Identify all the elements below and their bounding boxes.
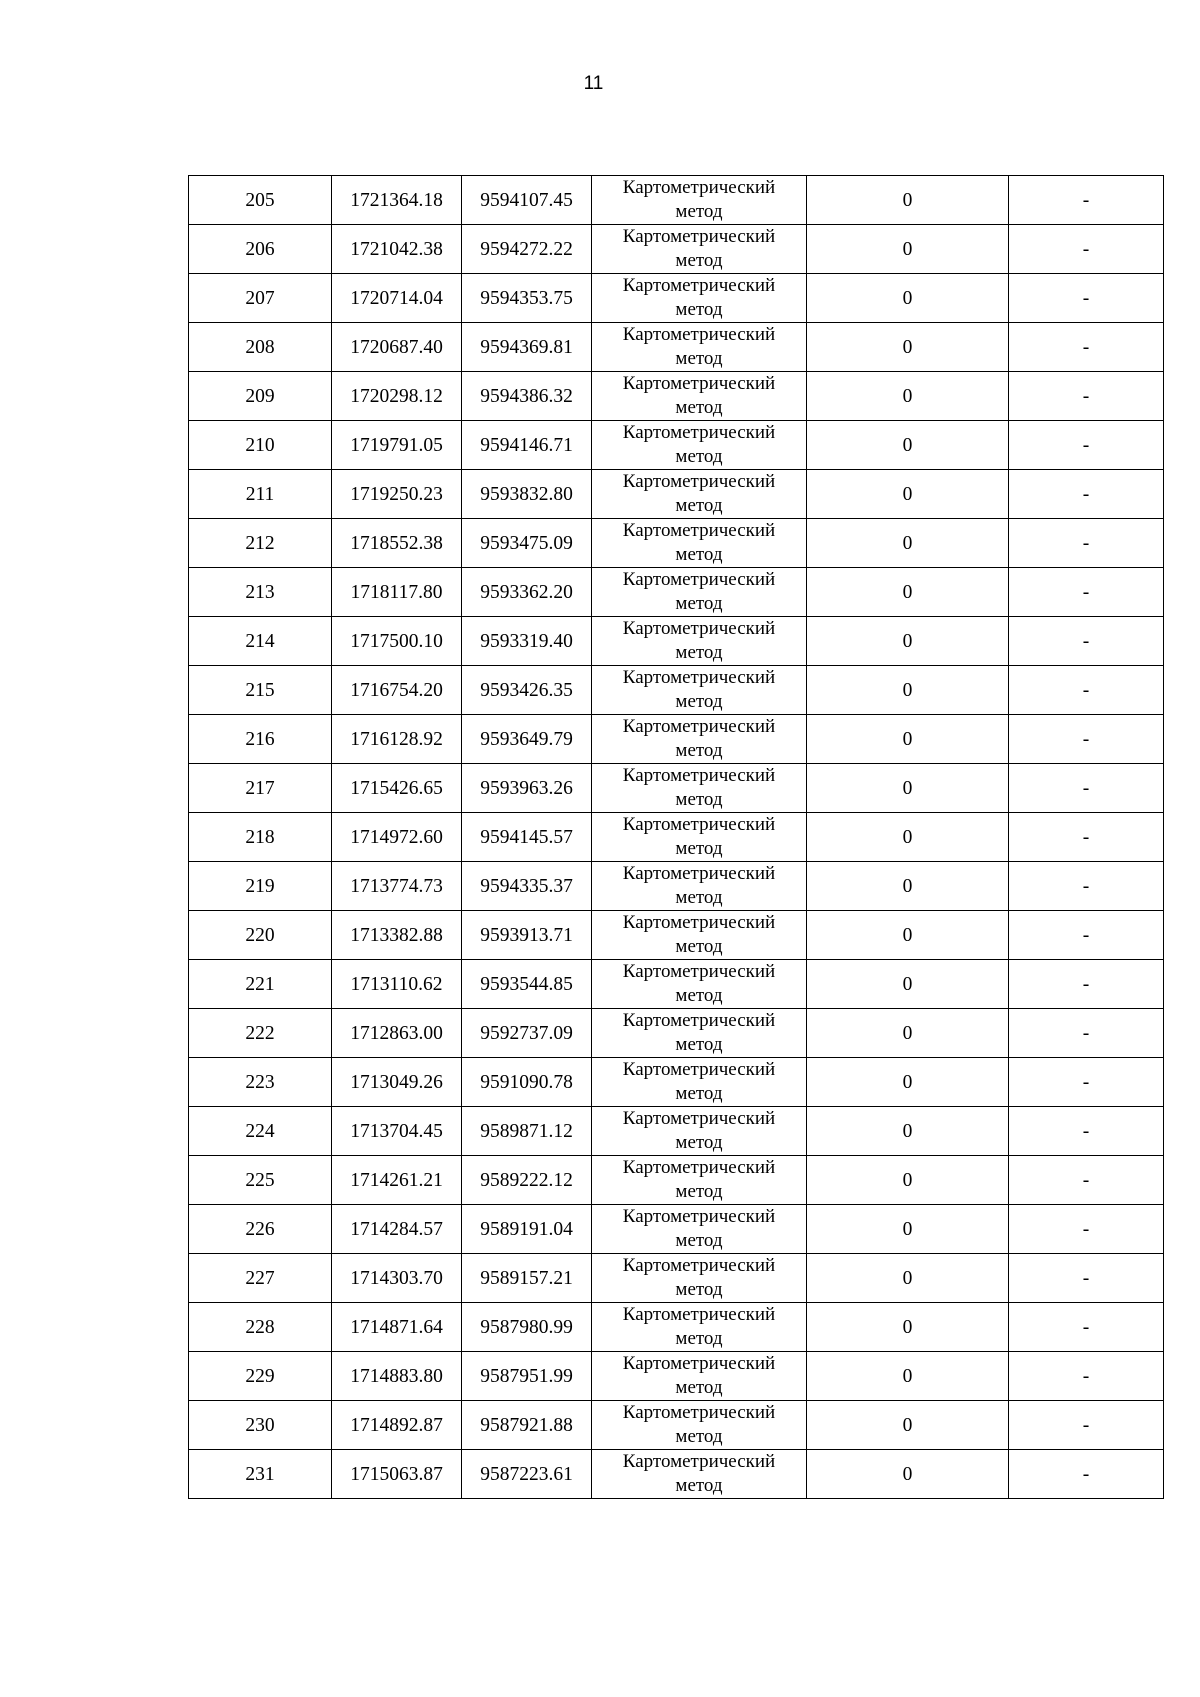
error-cell: 0 <box>807 1058 1009 1107</box>
table-row <box>189 470 1164 519</box>
method-line-2: метод <box>675 544 723 565</box>
table-row <box>189 1352 1164 1401</box>
method-cell <box>592 1450 807 1499</box>
error-cell: 0 <box>807 715 1009 764</box>
note-cell: - <box>1009 1009 1164 1058</box>
method-line-1: Картометрический <box>622 520 776 541</box>
point-number-cell: 223 <box>189 1058 332 1107</box>
note-cell: - <box>1009 176 1164 225</box>
y-coordinate-cell: 9594386.32 <box>462 372 592 421</box>
x-coordinate-cell: 1720714.04 <box>332 274 462 323</box>
error-cell: 0 <box>807 274 1009 323</box>
error-cell: 0 <box>807 764 1009 813</box>
method-line-2: метод <box>675 446 723 467</box>
note-cell: - <box>1009 568 1164 617</box>
method-cell <box>592 470 807 519</box>
note-cell: - <box>1009 1205 1164 1254</box>
y-coordinate-cell: 9594146.71 <box>462 421 592 470</box>
y-coordinate-cell: 9589191.04 <box>462 1205 592 1254</box>
point-number-cell: 215 <box>189 666 332 715</box>
table-row <box>189 911 1164 960</box>
point-number-cell: 210 <box>189 421 332 470</box>
method-cell <box>592 1107 807 1156</box>
point-number-cell: 218 <box>189 813 332 862</box>
point-number-cell: 226 <box>189 1205 332 1254</box>
method-cell <box>592 1058 807 1107</box>
note-cell: - <box>1009 1107 1164 1156</box>
method-cell <box>592 568 807 617</box>
note-cell: - <box>1009 421 1164 470</box>
y-coordinate-cell: 9593544.85 <box>462 960 592 1009</box>
method-line-2: метод <box>675 1034 723 1055</box>
note-cell: - <box>1009 960 1164 1009</box>
method-cell <box>592 715 807 764</box>
point-number-cell: 216 <box>189 715 332 764</box>
error-cell: 0 <box>807 813 1009 862</box>
x-coordinate-cell: 1714871.64 <box>332 1303 462 1352</box>
method-line-2: метод <box>675 593 723 614</box>
method-cell <box>592 372 807 421</box>
x-coordinate-cell: 1716128.92 <box>332 715 462 764</box>
error-cell: 0 <box>807 617 1009 666</box>
note-cell: - <box>1009 911 1164 960</box>
method-line-2: метод <box>675 691 723 712</box>
method-line-1: Картометрический <box>622 422 776 443</box>
point-number-cell: 221 <box>189 960 332 1009</box>
point-number-cell: 228 <box>189 1303 332 1352</box>
point-number-cell: 225 <box>189 1156 332 1205</box>
error-cell: 0 <box>807 1401 1009 1450</box>
error-cell: 0 <box>807 1254 1009 1303</box>
error-cell: 0 <box>807 666 1009 715</box>
point-number-cell: 227 <box>189 1254 332 1303</box>
x-coordinate-cell: 1713704.45 <box>332 1107 462 1156</box>
y-coordinate-cell: 9589222.12 <box>462 1156 592 1205</box>
table-row <box>189 1205 1164 1254</box>
y-coordinate-cell: 9589871.12 <box>462 1107 592 1156</box>
note-cell: - <box>1009 274 1164 323</box>
method-line-1: Картометрический <box>622 1010 776 1031</box>
table-row <box>189 274 1164 323</box>
x-coordinate-cell: 1714284.57 <box>332 1205 462 1254</box>
y-coordinate-cell: 9592737.09 <box>462 1009 592 1058</box>
error-cell: 0 <box>807 1156 1009 1205</box>
table-row <box>189 1156 1164 1205</box>
method-line-2: метод <box>675 1426 723 1447</box>
method-line-2: метод <box>675 1083 723 1104</box>
y-coordinate-cell: 9593475.09 <box>462 519 592 568</box>
note-cell: - <box>1009 225 1164 274</box>
method-line-1: Картометрический <box>622 863 776 884</box>
x-coordinate-cell: 1714303.70 <box>332 1254 462 1303</box>
table-row <box>189 764 1164 813</box>
method-line-1: Картометрический <box>622 1353 776 1374</box>
error-cell: 0 <box>807 1205 1009 1254</box>
point-number-cell: 206 <box>189 225 332 274</box>
error-cell: 0 <box>807 911 1009 960</box>
table-row <box>189 1009 1164 1058</box>
point-number-cell: 219 <box>189 862 332 911</box>
method-line-1: Картометрический <box>622 177 776 198</box>
y-coordinate-cell: 9593426.35 <box>462 666 592 715</box>
method-cell <box>592 274 807 323</box>
point-number-cell: 229 <box>189 1352 332 1401</box>
point-number-cell: 230 <box>189 1401 332 1450</box>
page-number: 11 <box>583 73 604 94</box>
point-number-cell: 222 <box>189 1009 332 1058</box>
note-cell: - <box>1009 1058 1164 1107</box>
x-coordinate-cell: 1720687.40 <box>332 323 462 372</box>
method-line-1: Картометрический <box>622 667 776 688</box>
table-row <box>189 1058 1164 1107</box>
method-line-1: Картометрический <box>622 1206 776 1227</box>
method-line-2: метод <box>675 348 723 369</box>
point-number-cell: 231 <box>189 1450 332 1499</box>
table-row <box>189 568 1164 617</box>
method-line-1: Картометрический <box>622 814 776 835</box>
y-coordinate-cell: 9593963.26 <box>462 764 592 813</box>
y-coordinate-cell: 9593913.71 <box>462 911 592 960</box>
method-line-1: Картометрический <box>622 1451 776 1472</box>
x-coordinate-cell: 1712863.00 <box>332 1009 462 1058</box>
method-cell <box>592 1254 807 1303</box>
note-cell: - <box>1009 1303 1164 1352</box>
method-cell <box>592 519 807 568</box>
point-number-cell: 213 <box>189 568 332 617</box>
note-cell: - <box>1009 470 1164 519</box>
table-row <box>189 1303 1164 1352</box>
y-coordinate-cell: 9594369.81 <box>462 323 592 372</box>
note-cell: - <box>1009 666 1164 715</box>
method-cell <box>592 1009 807 1058</box>
coordinates-table <box>188 175 1164 1499</box>
method-line-2: метод <box>675 936 723 957</box>
method-cell <box>592 1401 807 1450</box>
point-number-cell: 224 <box>189 1107 332 1156</box>
table-row <box>189 225 1164 274</box>
method-cell <box>592 960 807 1009</box>
table-row <box>189 372 1164 421</box>
y-coordinate-cell: 9594107.45 <box>462 176 592 225</box>
y-coordinate-cell: 9594353.75 <box>462 274 592 323</box>
point-number-cell: 205 <box>189 176 332 225</box>
note-cell: - <box>1009 862 1164 911</box>
note-cell: - <box>1009 372 1164 421</box>
table-row <box>189 1107 1164 1156</box>
method-line-2: метод <box>675 1132 723 1153</box>
note-cell: - <box>1009 323 1164 372</box>
method-cell <box>592 813 807 862</box>
method-line-1: Картометрический <box>622 226 776 247</box>
method-line-1: Картометрический <box>622 1304 776 1325</box>
note-cell: - <box>1009 715 1164 764</box>
table-row <box>189 519 1164 568</box>
note-cell: - <box>1009 764 1164 813</box>
table-row <box>189 323 1164 372</box>
method-cell <box>592 1205 807 1254</box>
x-coordinate-cell: 1715063.87 <box>332 1450 462 1499</box>
error-cell: 0 <box>807 323 1009 372</box>
method-line-1: Картометрический <box>622 1157 776 1178</box>
table-row <box>189 1450 1164 1499</box>
error-cell: 0 <box>807 1352 1009 1401</box>
error-cell: 0 <box>807 1303 1009 1352</box>
method-cell <box>592 176 807 225</box>
x-coordinate-cell: 1713049.26 <box>332 1058 462 1107</box>
method-cell <box>592 666 807 715</box>
x-coordinate-cell: 1721364.18 <box>332 176 462 225</box>
method-line-2: метод <box>675 789 723 810</box>
x-coordinate-cell: 1720298.12 <box>332 372 462 421</box>
method-line-1: Картометрический <box>622 765 776 786</box>
method-line-2: метод <box>675 1230 723 1251</box>
method-line-2: метод <box>675 250 723 271</box>
point-number-cell: 211 <box>189 470 332 519</box>
error-cell: 0 <box>807 519 1009 568</box>
x-coordinate-cell: 1714261.21 <box>332 1156 462 1205</box>
x-coordinate-cell: 1719250.23 <box>332 470 462 519</box>
table-row <box>189 421 1164 470</box>
point-number-cell: 208 <box>189 323 332 372</box>
point-number-cell: 220 <box>189 911 332 960</box>
note-cell: - <box>1009 519 1164 568</box>
point-number-cell: 209 <box>189 372 332 421</box>
x-coordinate-cell: 1713382.88 <box>332 911 462 960</box>
error-cell: 0 <box>807 960 1009 1009</box>
method-cell <box>592 323 807 372</box>
table-row <box>189 1401 1164 1450</box>
error-cell: 0 <box>807 1009 1009 1058</box>
x-coordinate-cell: 1714883.80 <box>332 1352 462 1401</box>
x-coordinate-cell: 1716754.20 <box>332 666 462 715</box>
table-row <box>189 715 1164 764</box>
method-line-2: метод <box>675 201 723 222</box>
method-line-2: метод <box>675 1377 723 1398</box>
point-number-cell: 217 <box>189 764 332 813</box>
method-line-1: Картометрический <box>622 569 776 590</box>
method-line-2: метод <box>675 397 723 418</box>
y-coordinate-cell: 9594335.37 <box>462 862 592 911</box>
method-line-1: Картометрический <box>622 912 776 933</box>
method-line-1: Картометрический <box>622 716 776 737</box>
method-line-1: Картометрический <box>622 471 776 492</box>
y-coordinate-cell: 9587223.61 <box>462 1450 592 1499</box>
table-row <box>189 862 1164 911</box>
error-cell: 0 <box>807 862 1009 911</box>
method-line-2: метод <box>675 642 723 663</box>
method-line-2: метод <box>675 1279 723 1300</box>
y-coordinate-cell: 9587951.99 <box>462 1352 592 1401</box>
y-coordinate-cell: 9593832.80 <box>462 470 592 519</box>
table-row <box>189 960 1164 1009</box>
error-cell: 0 <box>807 176 1009 225</box>
method-line-1: Картометрический <box>622 1402 776 1423</box>
method-line-2: метод <box>675 1475 723 1496</box>
x-coordinate-cell: 1717500.10 <box>332 617 462 666</box>
x-coordinate-cell: 1713110.62 <box>332 960 462 1009</box>
method-cell <box>592 764 807 813</box>
method-cell <box>592 1352 807 1401</box>
table-row <box>189 666 1164 715</box>
x-coordinate-cell: 1721042.38 <box>332 225 462 274</box>
y-coordinate-cell: 9593362.20 <box>462 568 592 617</box>
error-cell: 0 <box>807 421 1009 470</box>
x-coordinate-cell: 1714892.87 <box>332 1401 462 1450</box>
table-row <box>189 1254 1164 1303</box>
point-number-cell: 214 <box>189 617 332 666</box>
method-line-1: Картометрический <box>622 618 776 639</box>
method-cell <box>592 225 807 274</box>
method-line-2: метод <box>675 1328 723 1349</box>
method-line-2: метод <box>675 838 723 859</box>
y-coordinate-cell: 9593319.40 <box>462 617 592 666</box>
error-cell: 0 <box>807 470 1009 519</box>
method-cell <box>592 1156 807 1205</box>
x-coordinate-cell: 1719791.05 <box>332 421 462 470</box>
y-coordinate-cell: 9594145.57 <box>462 813 592 862</box>
method-line-1: Картометрический <box>622 275 776 296</box>
method-line-2: метод <box>675 1181 723 1202</box>
y-coordinate-cell: 9594272.22 <box>462 225 592 274</box>
method-line-1: Картометрический <box>622 373 776 394</box>
y-coordinate-cell: 9587980.99 <box>462 1303 592 1352</box>
x-coordinate-cell: 1714972.60 <box>332 813 462 862</box>
method-line-1: Картометрический <box>622 324 776 345</box>
table-row <box>189 617 1164 666</box>
method-cell <box>592 617 807 666</box>
y-coordinate-cell: 9589157.21 <box>462 1254 592 1303</box>
y-coordinate-cell: 9587921.88 <box>462 1401 592 1450</box>
error-cell: 0 <box>807 1450 1009 1499</box>
method-line-2: метод <box>675 887 723 908</box>
table-body <box>189 176 1164 1499</box>
note-cell: - <box>1009 1156 1164 1205</box>
y-coordinate-cell: 9591090.78 <box>462 1058 592 1107</box>
table-row <box>189 813 1164 862</box>
x-coordinate-cell: 1718117.80 <box>332 568 462 617</box>
error-cell: 0 <box>807 372 1009 421</box>
x-coordinate-cell: 1718552.38 <box>332 519 462 568</box>
point-number-cell: 207 <box>189 274 332 323</box>
note-cell: - <box>1009 1450 1164 1499</box>
note-cell: - <box>1009 1254 1164 1303</box>
method-cell <box>592 1303 807 1352</box>
method-line-2: метод <box>675 495 723 516</box>
y-coordinate-cell: 9593649.79 <box>462 715 592 764</box>
method-line-1: Картометрический <box>622 961 776 982</box>
method-cell <box>592 862 807 911</box>
note-cell: - <box>1009 1352 1164 1401</box>
x-coordinate-cell: 1715426.65 <box>332 764 462 813</box>
method-line-1: Картометрический <box>622 1059 776 1080</box>
note-cell: - <box>1009 617 1164 666</box>
method-line-2: метод <box>675 740 723 761</box>
note-cell: - <box>1009 1401 1164 1450</box>
method-line-1: Картометрический <box>622 1108 776 1129</box>
x-coordinate-cell: 1713774.73 <box>332 862 462 911</box>
error-cell: 0 <box>807 225 1009 274</box>
error-cell: 0 <box>807 568 1009 617</box>
note-cell: - <box>1009 813 1164 862</box>
method-cell <box>592 911 807 960</box>
method-cell <box>592 421 807 470</box>
method-line-2: метод <box>675 299 723 320</box>
method-line-1: Картометрический <box>622 1255 776 1276</box>
table-row <box>189 176 1164 225</box>
method-line-2: метод <box>675 985 723 1006</box>
point-number-cell: 212 <box>189 519 332 568</box>
error-cell: 0 <box>807 1107 1009 1156</box>
